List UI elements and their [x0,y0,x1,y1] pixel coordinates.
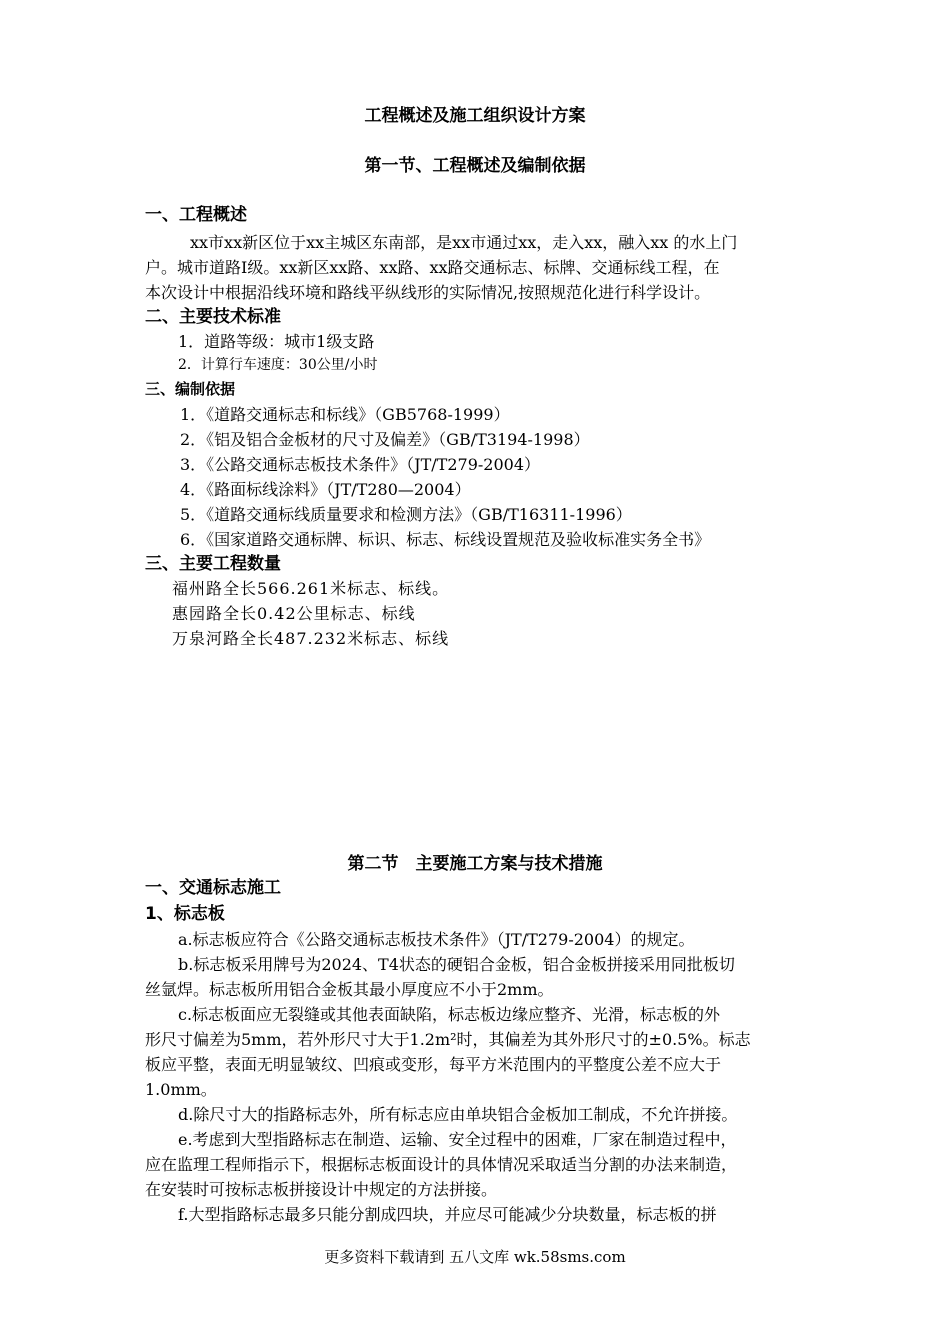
section2-line: 丝氩焊。标志板所用铝合金板其最小厚度应不小于2mm。 [145,980,554,999]
basis-item: 6．《国家道路交通标牌、标识、标志、标线设置规范及验收标准实务全书》 [180,530,711,549]
section2-line: c.标志板面应无裂缝或其他表面缺陷，标志板边缘应整齐、光滑，标志板的外 [178,1005,721,1024]
section2-line: 应在监理工程师指示下，根据标志板面设计的具体情况采取适当分割的办法来制造， [145,1155,738,1174]
basis-item: 5．《道路交通标线质量要求和检测方法》（GB/T16311-1996） [180,505,632,524]
section2-line: 形尺寸偏差为5mm，若外形尺寸大于1.2m²时，其偏差为其外形尺寸的±0.5%。标志 [145,1030,751,1049]
section2-line: 在安装时可按标志板拼接设计中规定的方法拼接。 [145,1180,498,1199]
section2-line: d.除尺寸大的指路标志外，所有标志应由单块铝合金板加工制成，不允许拼接。 [178,1105,738,1124]
quantities-item: 万泉河路全长487.232米标志、标线 [172,629,450,648]
basis-item: 2．《铝及铝合金板材的尺寸及偏差》（GB/T3194-1998） [180,430,590,449]
section1-title: 第一节、工程概述及编制依据 [364,156,586,176]
quantities-item: 福州路全长566.261米标志、标线。 [172,579,450,598]
section2-line: b.标志板采用牌号为2024、T4状态的硬铝合金板，铝合金板拼接采用同批板切 [178,955,735,974]
document-title: 工程概述及施工组织设计方案 [364,106,586,126]
basis-heading: 三、编制依据 [145,380,236,398]
basis-item: 3．《公路交通标志板技术条件》（JT/T279-2004） [180,455,540,474]
standards-item: 2．计算行车速度：30公里/小时 [178,357,378,373]
section2-subheading: 1、标志板 [145,904,225,924]
overview-line: xx市xx新区位于xx主城区东南部，是xx市通过xx，走入xx，融入xx 的水上门 [190,233,738,252]
overview-line: 户。城市道路Ⅰ级。xx新区xx路、xx路、xx路交通标志、标牌、交通标线工程，在 [145,258,720,277]
page-footer: 更多资料下载请到 五八文库 wk.58sms.com [324,1248,626,1266]
basis-item: 1．《道路交通标志和标线》（GB5768-1999） [180,405,510,424]
standards-heading: 二、主要技术标准 [145,307,281,327]
overview-line: 本次设计中根据沿线环境和路线平纵线形的实际情况,按照规范化进行科学设计。 [145,283,711,302]
section2-line: f.大型指路标志最多只能分割成四块，并应尽可能减少分块数量，标志板的拼 [178,1205,717,1224]
quantities-heading: 三、主要工程数量 [145,554,281,574]
section2-line: 板应平整，表面无明显皱纹、凹痕或变形，每平方米范围内的平整度公差不应大于 [145,1055,722,1074]
section2-line: a.标志板应符合《公路交通标志板技术条件》（JT/T279-2004）的规定。 [178,930,695,949]
quantities-item: 惠园路全长0.42公里标志、标线 [172,604,416,623]
section2-line: e.考虑到大型指路标志在制造、运输、安全过程中的困难，厂家在制造过程中， [178,1130,737,1149]
basis-item: 4．《路面标线涂料》（JT/T280—2004） [180,480,471,499]
section2-line: 1.0mm。 [145,1080,217,1099]
standards-item: 1．道路等级：城市1级支路 [178,332,375,351]
section2-subheading: 一、交通标志施工 [145,878,281,898]
section2-title: 第二节 主要施工方案与技术措施 [347,854,603,874]
overview-heading: 一、工程概述 [145,205,247,225]
